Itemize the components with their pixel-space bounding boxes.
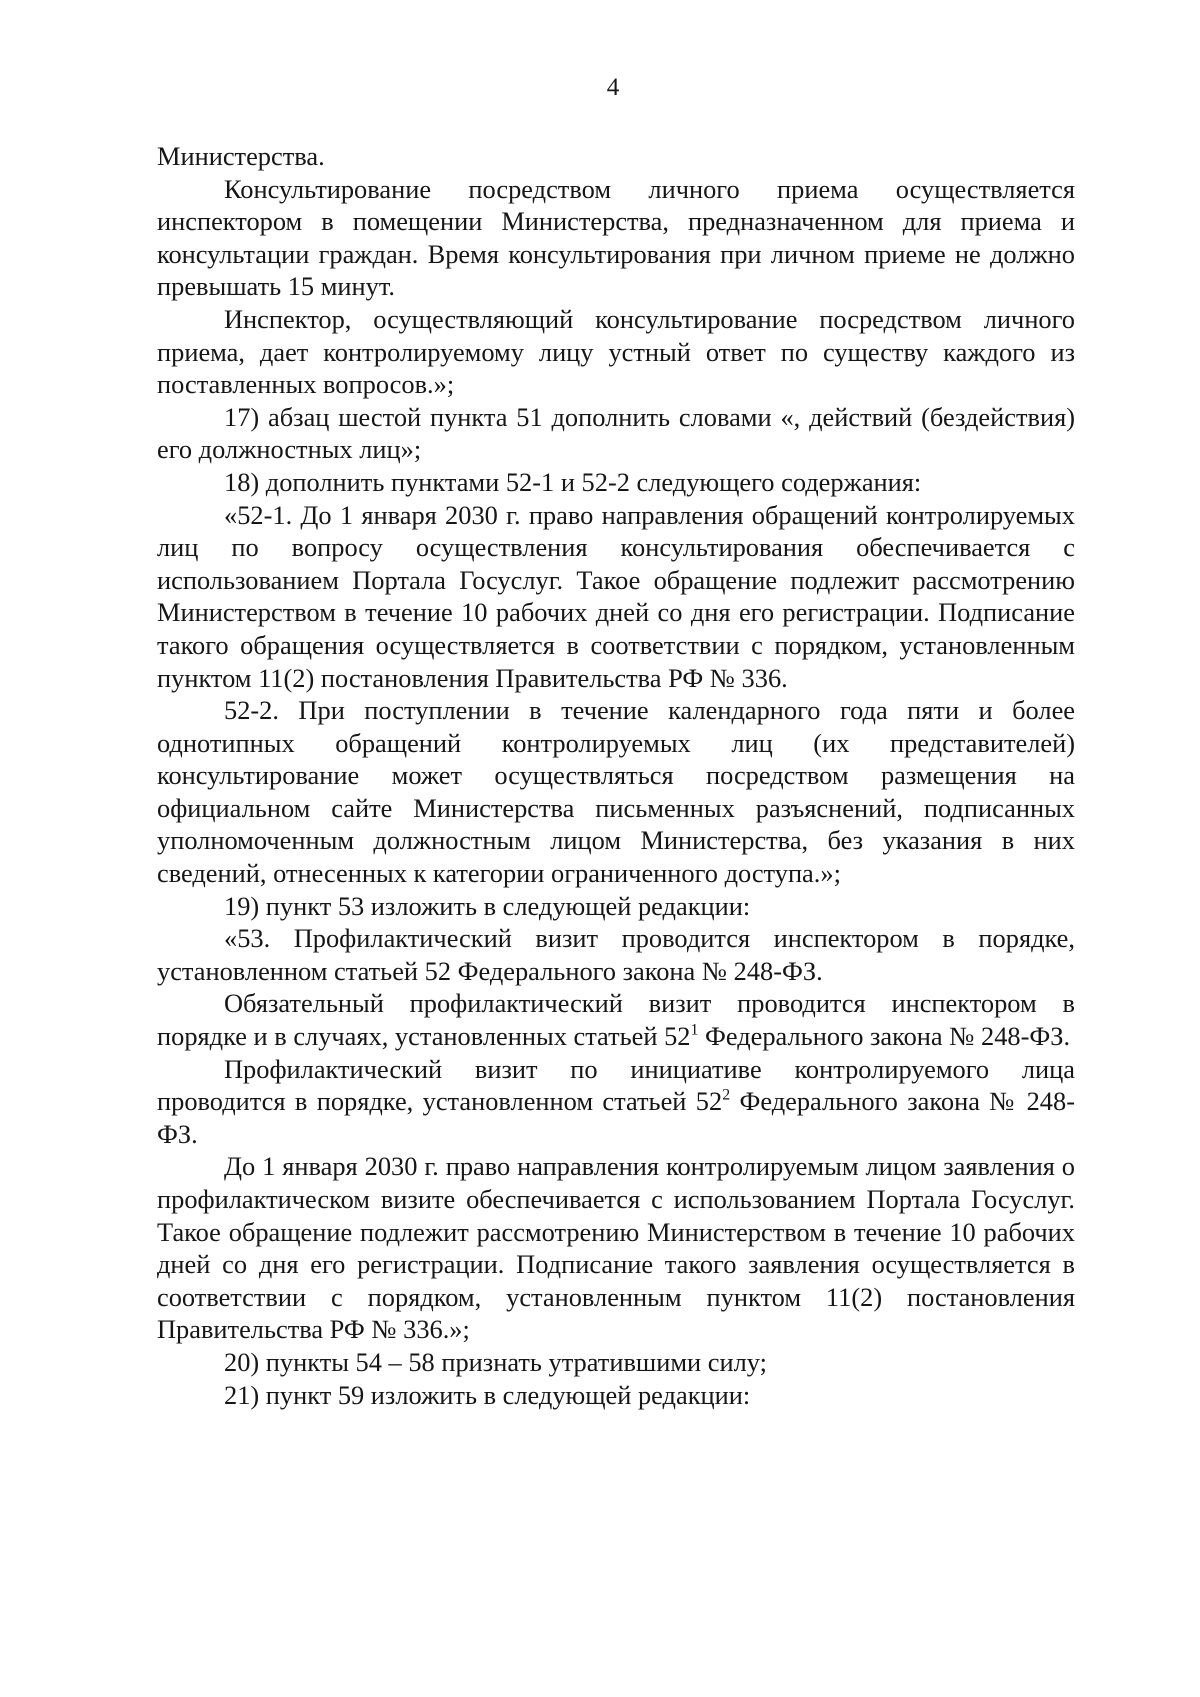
paragraph: До 1 января 2030 г. право направления контролируемым лицом заявления о профилактическом визите обеспечивается с использованием Портала Госуслуг. Такое обращение подлежит рассмотрению Министерством в течение 10 рабочих дней со дня его регистрации. Подписание такого заявления осуществляется в соответствии с порядком, установленным пунктом 11(2) постановления Правительства РФ № 336.»; bbox=[157, 1151, 1075, 1345]
paragraph-text: Федерального закона № 248-ФЗ. bbox=[157, 1086, 1075, 1149]
page-number: 4 bbox=[606, 74, 620, 101]
paragraph-text: Обязательный профилактический визит проводится инспектором в порядке и в случаях, установленных статьей 52 bbox=[157, 988, 1075, 1052]
paragraph: 52-2. При поступлении в течение календарного года пяти и более однотипных обращений контролируемых лиц (их представителей) консультирование может осуществляться посредством размещения на официальном сайте Министерства письменных разъяснений, подписанных уполномоченным должностным лицом Министерства, без указания в них сведений, отнесенных к категории ограниченного доступа.»; bbox=[157, 695, 1075, 889]
paragraph-text: Профилактический визит по инициативе контролируемого лица проводится в порядке, установленном статьей 52 bbox=[157, 1053, 1075, 1117]
paragraph-text: Федерального закона № 248-ФЗ. bbox=[698, 1021, 1071, 1052]
paragraph: 20) пункты 54 – 58 признать утратившими силу; bbox=[224, 1346, 767, 1377]
paragraph: 19) пункт 53 изложить в следующей редакции: bbox=[224, 890, 751, 921]
paragraph: 21) пункт 59 изложить в следующей редакции: bbox=[224, 1379, 751, 1410]
document-body bbox=[157, 140, 1075, 1411]
superscript: 2 bbox=[722, 1086, 731, 1104]
superscript: 1 bbox=[690, 1021, 699, 1039]
paragraph: «52-1. До 1 января 2030 г. право направления обращений контролируемых лиц по вопросу осуществления консультирования обеспечивается с использованием Портала Госуслуг. Такое обращение подлежит рассмотрению Министерством в течение 10 рабочих дней со дня его регистрации. Подписание такого обращения осуществляется в соответствии с порядком, установленным пунктом 11(2) постановления Правительства РФ № 336. bbox=[157, 499, 1075, 693]
paragraph bbox=[157, 987, 1075, 1052]
paragraph: Министерства. bbox=[157, 141, 325, 171]
paragraph: 18) дополнить пунктами 52-1 и 52-2 следующего содержания: bbox=[224, 466, 922, 497]
paragraph bbox=[157, 1053, 1075, 1151]
paragraph: «53. Профилактический визит проводится инспектором в порядке, установленном статьей 52 Федерального закона № 248-ФЗ. bbox=[157, 923, 1075, 986]
paragraph: Инспектор, осуществляющий консультирование посредством личного приема, дает контролируемому лицу устный ответ по существу каждого из поставленных вопросов.»; bbox=[157, 303, 1075, 400]
paragraph: Консультирование посредством личного приема осуществляется инспектором в помещении Министерства, предназначенном для приема и консультации граждан. Время консультирования при личном приеме не должно превышать 15 минут. bbox=[157, 173, 1075, 302]
paragraph: 17) абзац шестой пункта 51 дополнить словами «, действий (бездействия) его должностных лиц»; bbox=[157, 401, 1075, 465]
